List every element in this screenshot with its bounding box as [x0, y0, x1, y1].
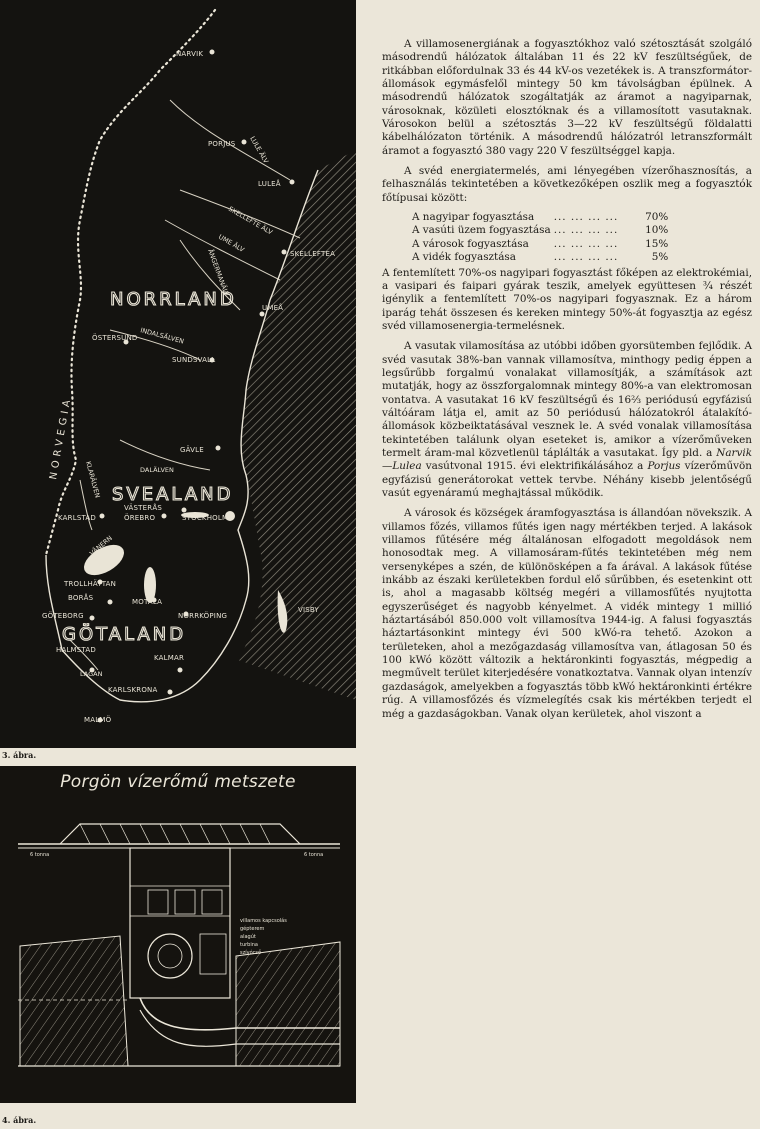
article-text-column	[382, 38, 752, 721]
label-karlskrona: KARLSKRONA	[108, 686, 158, 694]
label-porjus: PORJUS	[208, 140, 236, 148]
region-norway: NORVEGIA	[48, 395, 74, 481]
label-narvik: NARVIK	[176, 50, 204, 58]
label-goteborg: GÖTEBORG	[42, 612, 84, 620]
sweden-map	[0, 0, 356, 748]
label-motala: MOTALA	[132, 598, 163, 606]
consumption-label: A vasúti üzem fogyasztása	[412, 224, 551, 237]
paragraph-municipal-consumption: A városok és községek áramfogyasztása is állandóan növekszik. A villamos főzés, villamos fűtés igen nagy mértékben terjed. A lakások villamos fűtésére még általánosan elfogadott megoldások nem honosodtak meg. A villamosáram-fűtés tekintetében még nem versenyképes a szén, de különösképen a fa árával. A lakások fűtése inkább az északi kerületekben fordul elő sűrűbben, és esetenkint ott is, ahol a magasabb költség megéri a villamosfűtés nyujtotta egyszerűséget és nagyobb kényelmet. A vidék mintegy 1 millió háztartásából 850.000 volt villamosítva 1944-ig. A falusi fogyasztás háztartásonkint mintegy évi 500 kWó-ra tehető. Azokon a területeken, ahol a mezőgazdaság villamosítva van, átlagosan 50 és 100 kWó között változik a hektáronkinti fogyasztás, mégpedig a megművelt terület kiterjedésére vonatkoztatva. Vannak olyan intenzív gazdaságok, amelyekben a fogyasztás több kWó hektáronkinti értékre rúg. A villamosfőzés és vízmelegítés csak kis mértékben terjedt el még a gazdaságokban. Vanak olyan kerületek, ahol viszont a	[382, 507, 752, 720]
annotation-switching: villamos kapcsolás	[240, 918, 287, 924]
label-norrkoping: NORRKÖPING	[178, 612, 228, 620]
crane-girder	[18, 824, 340, 848]
building-outline	[130, 848, 230, 998]
label-visby: VISBY	[298, 606, 319, 614]
consumption-row	[412, 224, 668, 237]
paragraph-energy-breakdown-intro: A svéd energiatermelés, ami lényegében vízerőhasznosítás, a felhasználás tekintetében a következőképen oszlik meg a fogyasztók főtípusai között:	[382, 165, 752, 204]
region-norrland: NORRLAND	[110, 289, 237, 310]
figure-3-map	[0, 0, 356, 748]
label-ostersund: ÖSTERSUND	[92, 334, 138, 342]
label-stockholm: STOCKHOLM	[182, 514, 229, 522]
paragraph-distribution-networks: A villamosenergiának a fogyasztókhoz való szétosztását szolgáló másodrendű hálózatok általában 11 és 22 kV feszültségűek, de ritkábban előfordulnak 33 és 44 kV-os vezetékek is. A transzformátor-állomások egymásfelől mintegy 50 km távolságban épülnek. A másodrendű hálózatok szogáltatják az áramot a nagyiparnak, városoknak, közületi elosztóknak és a villamosított vasutaknak. Városokon belül a szétosztás 3—22 kV feszültségű földalatti kábelhálózaton történik. A másodrendű hálózatról letranszformált áramot a fogyasztó 380 vagy 220 V feszültséggel kapja.	[382, 38, 752, 157]
railway-text-b: vasútvonal 1915. évi elektrifikálásához a	[421, 460, 648, 473]
consumption-label: A városok fogyasztása	[412, 237, 529, 250]
region-gotaland: GÖTALAND	[62, 624, 187, 645]
label-vasteras: VÄSTERÅS	[124, 504, 162, 512]
consumption-value: 70%	[645, 211, 669, 224]
paragraph-industrial-consumption: A fentemlített 70%-os nagyipari fogyasztást főképen az elektrokémiai, a vasipari és faipari gyárak teszik, amelyek együttesen ¾ részét igénylik a fentemlített 70%-os nagyipari fogyasznak. Ez a három iparág tehát összesen és kereken mintegy 50%-át fogyasztja az egész svéd villamosenergia-termelésnek.	[382, 266, 752, 332]
label-skellefte-river: SKELLEFTE ÄLV	[227, 204, 274, 237]
rock-left	[20, 936, 128, 1066]
label-skelleftea: SKELLEFTEA	[290, 250, 336, 258]
consumption-dots: ... ... ... ...	[553, 224, 619, 237]
figure-4-cross-section	[0, 766, 356, 1103]
consumption-dots: ... ... ... ...	[553, 251, 619, 264]
consumption-value: 15%	[645, 237, 669, 250]
label-lagan-river: LAGAN	[80, 670, 103, 678]
label-gavle: GÄVLE	[180, 446, 204, 454]
label-kalmar: KALMAR	[154, 654, 185, 662]
consumption-row	[412, 238, 668, 251]
annotation-crane-right: 6 tonna	[304, 852, 324, 858]
railway-route-name: Narvik—Lulea	[382, 446, 752, 473]
label-angerman-river: ÅNGERMANÄLV	[206, 247, 231, 298]
consumption-value: 10%	[645, 224, 669, 237]
consumption-value: 5%	[651, 251, 669, 264]
label-sundsvall: SUNDSVALL	[172, 356, 216, 364]
label-vanern: VÄNERN	[88, 534, 114, 558]
label-karlstad: KARLSTAD	[58, 514, 96, 522]
label-trollhattan: TROLLHÄTTAN	[64, 580, 117, 588]
annotation-tunnel: alagút	[240, 934, 256, 940]
label-orebro: ÖREBRO	[124, 514, 156, 522]
figure-4-title: Porgön vízerőmű metszete	[60, 772, 296, 792]
label-malmo: MALMÖ	[84, 716, 112, 724]
consumption-row	[412, 211, 668, 224]
railway-station-name: Porjus	[647, 460, 681, 473]
annotation-machine-hall: gépterem	[240, 926, 265, 932]
label-halmstad: HALMSTAD	[56, 646, 96, 654]
consumption-dots: ... ... ... ...	[553, 237, 619, 250]
label-lule-river: LULE ÄLV	[248, 135, 271, 165]
sea-hatching	[238, 150, 356, 700]
consumption-label: A vidék fogyasztása	[412, 251, 516, 264]
label-indal-river: INDALSÄLVEN	[139, 326, 185, 346]
power-station-section	[0, 766, 356, 1103]
figure-3-caption: 3. ábra.	[2, 750, 37, 760]
annotation-crane-left: 6 tonna	[30, 852, 50, 858]
label-lulea: LULEÅ	[258, 180, 281, 188]
railway-text-a: A vasutak vilamosítása az utóbbi időben gyorsütemben fejlődik. A svéd vasutak 38%-ban vannak villamosítva, minthogy pedig éppen a legsűrűbb forgalmú vonalakat villamosítják, a számítások azt mutatják, hogy az összforgalomnak mintegy 80%-a van elektromosan vontatva. A vasutakat 16 kV feszültségű és 16⅔ periódusú egyfázisú váltóáram látja el, amit az 50 periódusú hálózatokról átalakító-állomások közbeiktatásával vesznek le. A svéd vonalak villamosítása tekintetében találunk olyan eseteket is, amikor a vízerőműveken termelt áram-mal közvetlenül táplálták a vasutakat. Így pld. a	[382, 340, 752, 459]
consumption-row	[412, 251, 668, 264]
annotation-turbine: turbina	[240, 942, 258, 948]
railway-text-c: vízerőművön egyfázisú generátorokat vettek tervbe. Néhány kisebb jelentőségű vasút egyenáramú meghajtással működik.	[382, 460, 752, 499]
consumption-breakdown-list	[412, 211, 668, 264]
consumption-label: A nagyipar fogyasztása	[412, 211, 535, 224]
consumption-dots: ... ... ... ...	[553, 211, 619, 224]
label-dal-river: DALÄLVEN	[140, 466, 174, 474]
label-ume-river: UME ÄLV	[217, 232, 246, 254]
rock-right	[236, 942, 340, 1066]
label-boras: BORÅS	[68, 594, 94, 602]
label-klar-river: KLARÄLVEN	[84, 460, 102, 499]
region-svealand: SVEALAND	[112, 484, 234, 505]
paragraph-railway-electrification	[382, 340, 752, 500]
label-umea: UMEÅ	[262, 304, 284, 312]
figure-4-caption: 4. ábra.	[2, 1115, 37, 1125]
norway-border	[46, 10, 215, 558]
annotation-draft-tube: szívócső	[240, 950, 262, 956]
